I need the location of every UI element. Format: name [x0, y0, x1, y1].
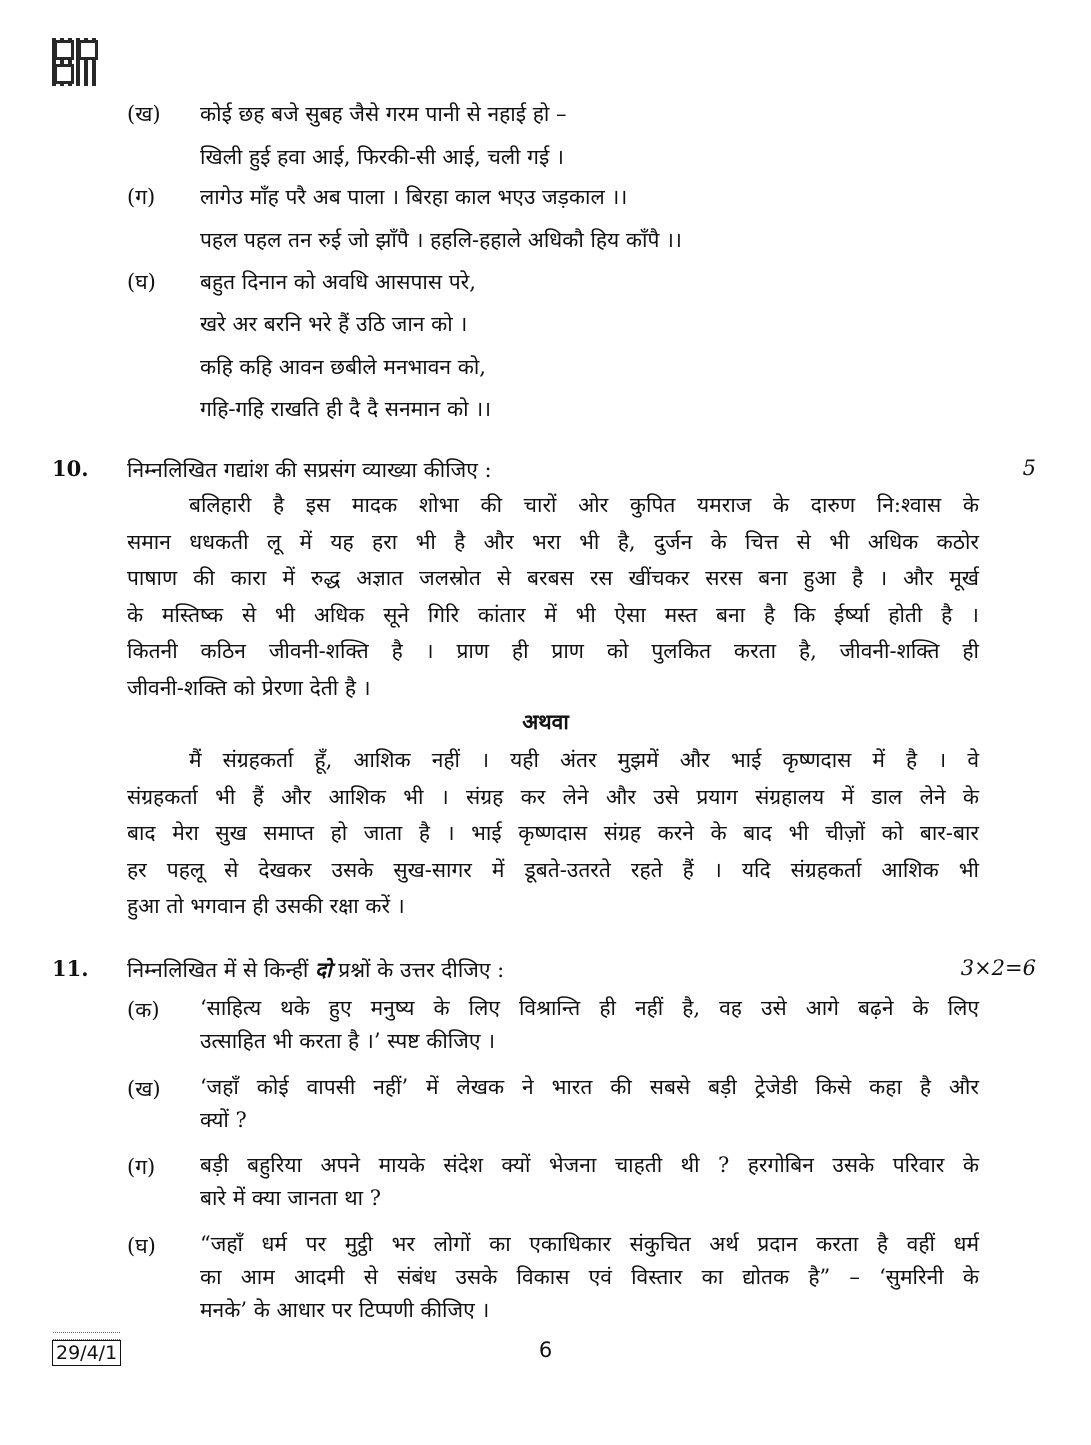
question-number: 11.	[52, 956, 89, 981]
option-label: (ख)	[127, 102, 161, 126]
sub-question-line: “जहाँ धर्म पर मुट्ठी भर लोगों का एकाधिकार संकुचित अर्थ प्रदान करता है वहीं धर्म	[200, 1232, 979, 1256]
passage-line: कितनी कठिन जीवनी-शक्ति है । प्राण ही प्राण को पुलकित करता है, जीवनी-शक्ति ही	[127, 639, 979, 663]
passage-1	[127, 487, 979, 706]
option-label: (क)	[127, 998, 160, 1022]
sub-question-line: ‘जहाँ कोई वापसी नहीं’ में लेखक ने भारत की सबसे बड़ी ट्रेजेडी किसे कहा है और	[200, 1075, 979, 1099]
sub-question	[200, 992, 979, 1058]
question-instruction	[127, 956, 504, 984]
poem-line: पहल पहल तन रुई जो झाँपै । हहलि-हहाले अधिकौ हिय काँपै ।।	[200, 228, 682, 252]
option-label: (ख)	[127, 1077, 161, 1101]
page-number: 6	[538, 1338, 553, 1362]
sub-question-line: ‘साहित्य थके हुए मनुष्य के लिए विश्रान्ति ही नहीं है, वह उसे आगे बढ़ने के लिए	[200, 996, 979, 1020]
poem-line: खिली हुई हवा आई, फिरकी-सी आई, चली गई ।	[200, 145, 564, 169]
instruction-emphasis: दो	[314, 957, 332, 982]
question-instruction: निम्नलिखित गद्यांश की सप्रसंग व्याख्या कीजिए :	[127, 458, 492, 482]
poem-line: कहि कहि आवन छबीले मनभावन को,	[200, 355, 486, 379]
sub-question	[200, 1149, 979, 1215]
sub-question-line: मनके’ के आधार पर टिप्पणी कीजिए ।	[200, 1298, 490, 1322]
or-heading: अथवा	[522, 709, 569, 734]
passage-line: के मस्तिष्क से भी अधिक सूने गिरि कांतार में भी ऐसा मस्त बना है कि ईर्ष्या होती है ।	[127, 602, 979, 627]
passage-line: हर पहलू से देखकर उसके सुख-सागर में डूबते-उतरते रहते हैं । यदि संग्रहकर्ता आशिक भी	[127, 857, 979, 882]
poem-line: लागेउ माँह परै अब पाला । बिरहा काल भएउ जड़काल ।।	[200, 185, 628, 209]
sub-question	[200, 1228, 979, 1327]
passage-line: समान धधकती लू में यह हरा भी है और भरा भी है, दुर्जन के चित्त से भी अधिक कठोर	[127, 529, 979, 554]
instruction-text: निम्नलिखित में से किन्हीं	[127, 958, 315, 982]
sub-question	[200, 1071, 979, 1137]
poem-line: खरे अर बरनि भरे हैं उठि जान को ।	[200, 312, 468, 336]
passage-line: संग्रहकर्ता भी हैं और आशिक भी । संग्रह कर लेने और उसे प्रयाग संग्रहालय में डाल लेने के	[127, 784, 979, 809]
sub-question-line: बड़ी बहुरिया अपने मायके संदेश क्यों भेजना चाहती थी ? हरगोबिन उसके परिवार के	[200, 1153, 979, 1177]
question-marks: 3×2=6	[960, 956, 1036, 980]
sub-question-line: उत्साहित भी करता है ।’ स्पष्ट कीजिए ।	[200, 1029, 496, 1053]
passage-line: मैं संग्रहकर्ता हूँ, आशिक नहीं । यही अंतर मुझमें और भाई कृष्णदास में है । वे	[189, 748, 979, 772]
poem-line: बहुत दिनान को अवधि आसपास परे,	[200, 270, 476, 294]
option-label: (ग)	[127, 185, 156, 209]
option-label: (ग)	[127, 1155, 156, 1179]
sub-question-line: का आम आदमी से संबंध उसके विकास एवं विस्तार का द्योतक है” – ‘सुमरिनी के	[200, 1265, 979, 1289]
option-label: (घ)	[127, 1234, 156, 1258]
passage-2	[127, 742, 979, 925]
sub-question-line: बारे में क्या जानता था ?	[200, 1186, 382, 1210]
passage-line: बलिहारी है इस मादक शोभा की चारों ओर कुपित यमराज के दारुण नि:श्वास के	[189, 493, 979, 517]
qr-code-icon	[52, 38, 100, 86]
instruction-text: प्रश्नों के उत्तर दीजिए :	[331, 958, 505, 982]
question-number: 10.	[52, 456, 89, 481]
passage-line: पाषाण की कारा में रुद्ध अज्ञात जलस्रोत से बरबस रस खींचकर सरस बना हुआ है । और मूर्ख	[127, 566, 979, 590]
option-label: (घ)	[127, 270, 156, 294]
passage-line: हुआ तो भगवान ही उसकी रक्षा करें ।	[127, 894, 405, 918]
question-marks: 5	[1022, 456, 1036, 480]
poem-line: गहि-गहि राखति ही दै दै सनमान को ।।	[200, 397, 492, 421]
sub-question-line: क्यों ?	[200, 1108, 247, 1132]
passage-line: बाद मेरा सुख समाप्त हो जाता है । भाई कृष्णदास संग्रह करने के बाद भी चीज़ों को बार-बार	[127, 821, 979, 845]
paper-code: 29/4/1	[52, 1340, 121, 1366]
poem-line: कोई छह बजे सुबह जैसे गरम पानी से नहाई हो –	[200, 102, 567, 126]
passage-line: जीवनी-शक्ति को प्रेरणा देती है ।	[127, 675, 371, 700]
